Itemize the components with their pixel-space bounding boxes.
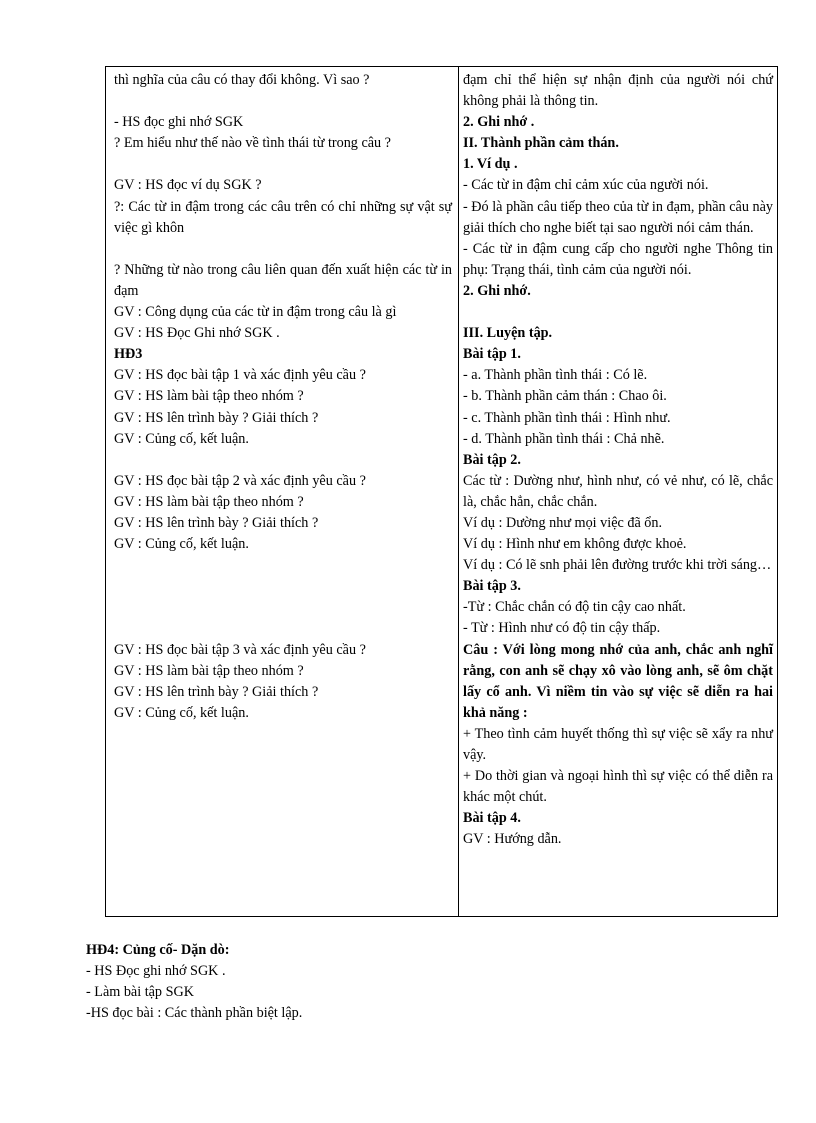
text-line: - HS đọc ghi nhớ SGK [114,114,244,131]
section-heading: 2. Ghi nhớ . [463,114,535,131]
text-line: -HS đọc bài : Các thành phần biệt lập. [86,1005,303,1022]
text-line: - Đó là phần câu tiếp theo của từ in đạm, phần câu này giải thích cho nghe biết tại sao người nói cảm thán. [463,198,773,236]
text-line: -Từ : Chắc chắn có độ tin cậy cao nhất. [463,599,686,616]
content-column [463,70,773,850]
text-line: - c. Thành phần tình thái : Hình như. [463,409,671,426]
text-line: GV : Hướng dẫn. [463,831,562,848]
text-line: GV : HS làm bài tập theo nhóm ? [114,388,304,405]
section-heading: 2. Ghi nhớ. [463,282,531,299]
exercise-heading: Bài tập 1. [463,346,521,363]
text-line: GV : HS đọc bài tập 2 và xác định yêu cầu ? [114,472,366,489]
text-line: ? Những từ nào trong câu liên quan đến xuất hiện các từ in đạm [114,261,452,299]
text-line: GV : HS làm bài tập theo nhóm ? [114,493,304,510]
text-line: - Từ : Hình như có độ tin cậy thấp. [463,620,661,637]
exercise-heading: Bài tập 3. [463,578,521,595]
text-line: GV : HS lên trình bày ? Giải thích ? [114,409,319,426]
text-line: Ví dụ : Có lẽ snh phải lên đường trước khi trời sáng… [463,557,772,574]
text-line: - HS Đọc ghi nhớ SGK . [86,963,226,980]
text-line: - Các từ in đậm cung cấp cho người nghe Thông tin phụ: Trạng thái, tình cảm của người nói. [463,240,773,278]
text-line: GV : Củng cố, kết luận. [114,536,249,553]
text-line: - Làm bài tập SGK [86,984,194,1001]
section-heading: III. Luyện tập. [463,325,553,342]
text-line: GV : HS đọc bài tập 3 và xác định yêu cầu ? [114,641,366,658]
text-line: đạm chỉ thể hiện sự nhận định của người nói chứ không phải là thông tin. [463,72,773,110]
exercise-heading: Bài tập 2. [463,451,521,468]
text-line: + Theo tình cảm huyết thống thì sự việc sẽ xẩy ra như vậy. [463,725,773,763]
section-heading: 1. Ví dụ . [463,156,518,173]
text-line: - b. Thành phần cảm thán : Chao ôi. [463,388,667,405]
exercise-heading: Bài tập 4. [463,810,521,827]
text-line: ?: Các từ in đậm trong các câu trên có chỉ những sự vật sự việc gì khôn [114,198,452,236]
section-heading: II. Thành phần cảm thán. [463,135,619,152]
lesson-table [105,66,778,917]
text-line: ? Em hiểu như thế nào về tình thái từ trong câu ? [114,135,391,152]
section-heading-hd3: HĐ3 [114,346,143,363]
text-line: - a. Thành phần tình thái : Có lẽ. [463,367,648,384]
teacher-activities-column [114,70,452,724]
text-line: GV : Củng cố, kết luận. [114,704,249,721]
text-line: GV : Công dụng của các từ in đậm trong câu là gì [114,304,397,321]
text-line: Ví dụ : Hình như em không được khoẻ. [463,536,687,553]
section-heading-hd4: HĐ4: Củng cố- Dặn dò: [86,942,230,958]
text-line: GV : HS Đọc Ghi nhớ SGK . [114,325,280,342]
text-line: - d. Thành phần tình thái : Chả nhẽ. [463,430,665,447]
column-divider [458,67,459,916]
text-line: thì nghĩa của câu có thay đổi không. Vì sao ? [114,72,370,88]
text-line: GV : HS lên trình bày ? Giải thích ? [114,514,319,531]
text-line: GV : HS lên trình bày ? Giải thích ? [114,683,319,700]
text-line: - Các từ in đậm chỉ cảm xúc của người nói. [463,177,709,194]
text-line: Câu : Với lòng mong nhớ của anh, chắc anh nghĩ rằng, con anh sẽ chạy xô vào lòng anh, sẽ ôm chặt lấy cổ anh. Vì niềm tin vào sự việc sẽ diễn ra hai khả năng : [463,641,773,721]
text-line: GV : Củng cố, kết luận. [114,430,249,447]
text-line: GV : HS làm bài tập theo nhóm ? [114,662,304,679]
closing-section [86,940,776,1024]
text-line: + Do thời gian và ngoại hình thì sự việc có thể diễn ra khác một chút. [463,768,773,806]
text-line: Các từ : Dường như, hình như, có vẻ như, có lẽ, chắc là, chắc hẳn, chắc chắn. [463,472,773,510]
text-line: GV : HS đọc ví dụ SGK ? [114,177,262,194]
text-line: GV : HS đọc bài tập 1 và xác định yêu cầu ? [114,367,366,384]
text-line: Ví dụ : Dường như mọi việc đã ổn. [463,514,663,531]
